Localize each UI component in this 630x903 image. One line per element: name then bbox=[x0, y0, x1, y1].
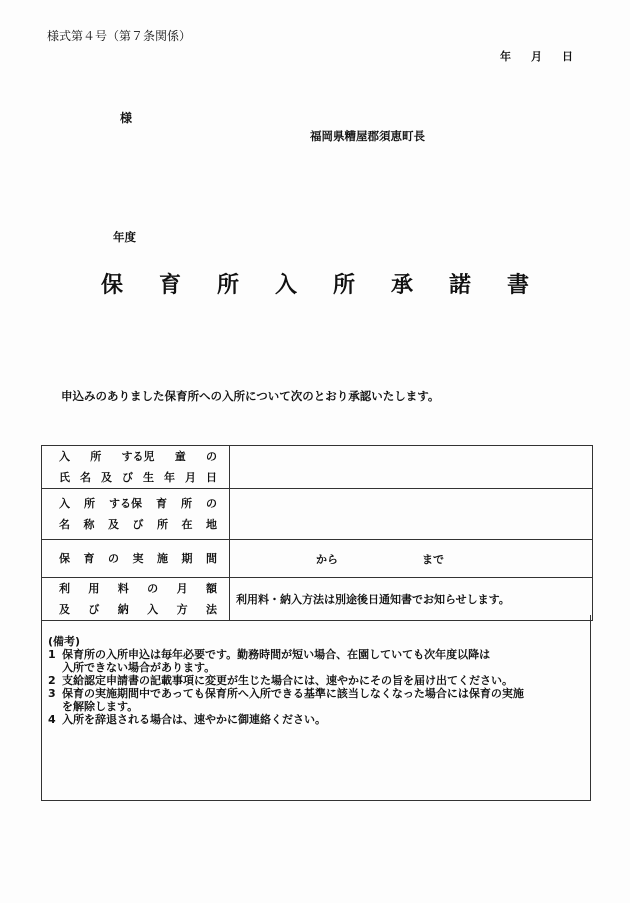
period-label: 保 育 の 実 施 期 間 bbox=[42, 540, 230, 578]
remark-line: 支給認定申請書の記載事項に変更が生じた場合には、速やかにその旨を届け出てください。 bbox=[62, 674, 513, 687]
remark-line: 入所を辞退される場合は、速やかに御連絡ください。 bbox=[62, 713, 326, 726]
document-title: 保育所入所承諾書 bbox=[100, 273, 565, 298]
table-row-period bbox=[42, 540, 593, 578]
remark-line: 入所できない場合があります。 bbox=[62, 661, 216, 674]
document-title-wrap bbox=[0, 268, 630, 299]
table-row-facility bbox=[42, 489, 593, 540]
remark-number: 1 bbox=[48, 648, 56, 661]
remarks-heading: (備考) bbox=[48, 635, 81, 648]
remark-number: 2 bbox=[48, 674, 56, 687]
remark-item bbox=[48, 687, 590, 713]
form-number: 様式第４号（第７条関係） bbox=[47, 29, 192, 43]
remark-item bbox=[48, 713, 590, 726]
remark-line: 保育の実施期間中であっても保育所へ入所できる基準に該当しなくなった場合には保育の実施 bbox=[62, 687, 524, 700]
date-year: 年 bbox=[500, 50, 511, 63]
period-until-label: まで bbox=[422, 552, 444, 566]
child-label-line2: 氏 名 及 び 生 年 月 日 bbox=[59, 471, 217, 484]
period-field[interactable] bbox=[230, 540, 593, 578]
issuer-name: 福岡県糟屋郡須恵町長 bbox=[310, 129, 425, 143]
approval-table bbox=[41, 445, 593, 621]
fee-value: 利用料・納入方法は別途後日通知書でお知らせします。 bbox=[230, 578, 593, 621]
lead-text: 申込みのありました保育所への入所について次のとおり承認いたします。 bbox=[61, 389, 440, 403]
table-row-child bbox=[42, 446, 593, 489]
fiscal-year-label: 年度 bbox=[113, 230, 136, 244]
addressee-suffix: 様 bbox=[120, 111, 133, 125]
remark-item bbox=[48, 648, 590, 674]
child-name-birthdate-field[interactable] bbox=[230, 446, 593, 489]
child-label-line1: 入 所 する児 童 の bbox=[59, 450, 217, 463]
fee-label-line1: 利 用 料 の 月 額 bbox=[59, 582, 217, 595]
remark-line: 保育所の入所申込は毎年必要です。勤務時間が短い場合、在園していても次年度以降は bbox=[62, 648, 491, 661]
remark-item bbox=[48, 674, 590, 687]
period-from-label: から bbox=[316, 552, 338, 566]
facility-label-line2: 名 称 及 び 所 在 地 bbox=[59, 518, 217, 531]
remark-line: を解除します。 bbox=[62, 700, 139, 713]
fee-label-line2: 及 び 納 入 方 法 bbox=[59, 603, 217, 616]
facility-label bbox=[42, 489, 230, 540]
date-month: 月 bbox=[531, 50, 542, 63]
child-label bbox=[42, 446, 230, 489]
remark-number: 4 bbox=[48, 713, 56, 726]
date-day: 日 bbox=[562, 50, 573, 63]
facility-name-address-field[interactable] bbox=[230, 489, 593, 540]
remarks-box bbox=[41, 615, 591, 801]
remark-number: 3 bbox=[48, 687, 56, 700]
date-line bbox=[500, 48, 573, 64]
facility-label-line1: 入 所 する保 育 所 の bbox=[59, 497, 217, 510]
